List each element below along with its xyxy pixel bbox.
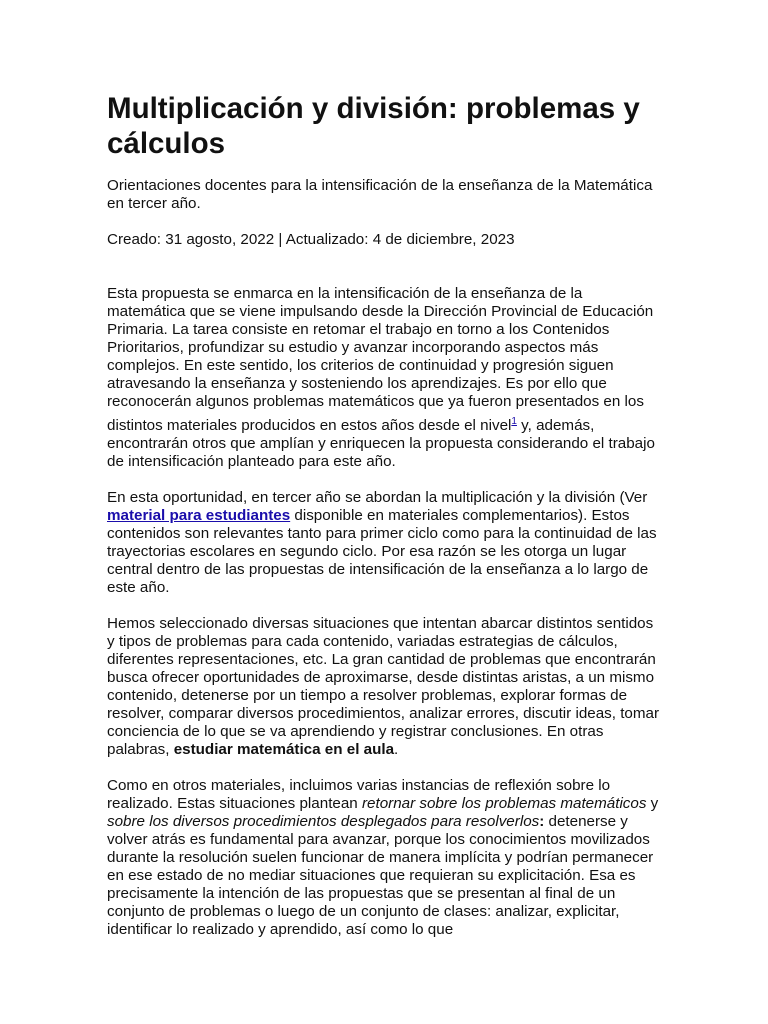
- material-link[interactable]: material para estudiantes: [107, 507, 291, 525]
- paragraph-4-text: Como en otros materiales, incluimos varias instancias de reflexión sobre lo realizado. Estas situaciones plantean: [107, 777, 611, 813]
- paragraph-3: [107, 615, 663, 759]
- paragraph-4: [107, 777, 663, 939]
- paragraph-1-text: Esta propuesta se enmarca en la intensificación de la enseñanza de la matemática que se viene impulsando desde la Dirección Provincial de Educación Primaria. La tarea consiste en retomar el trabajo en torno a los Contenidos Prioritarios, profundizar su estudio y avanzar incorporando aspectos más complejos. En este sentido, los criterios de continuidad y progresión siguen atravesando la enseñanza y sosteniendo los aprendizajes. Es por ello que reconocerán algunos problemas matemáticos que ya fueron presentados en los distintos materiales producidos en estos años desde el nivel: [107, 285, 654, 435]
- paragraph-2-text: En esta oportunidad, en tercer año se abordan la multiplicación y la división (Ver: [107, 489, 648, 507]
- article-body: [107, 285, 663, 939]
- paragraph-4-colon: :: [539, 813, 545, 831]
- paragraph-1-text-end: y, además, encontrarán otros que amplían y enriquecen la propuesta considerando el trabajo de intensificación planteado para este año.: [107, 417, 655, 471]
- paragraph-3-bold: estudiar matemática en el aula: [173, 741, 395, 759]
- article: [107, 91, 663, 957]
- footnote-link[interactable]: 1: [511, 416, 517, 427]
- paragraph-4-italic-1: retornar sobre los problemas matemáticos: [361, 795, 647, 813]
- paragraph-4-italic-2: sobre los diversos procedimientos desplegados para resolverlos: [107, 813, 540, 831]
- paragraph-3-text: Hemos seleccionado diversas situaciones que intentan abarcar distintos sentidos y tipos de problemas para cada contenido, variadas estrategias de cálculos, diferentes representaciones, etc. La gran cantidad de problemas que encontrarán busca ofrecer oportunidades de aproximarse, desde distintas aristas, a un mismo contenido, detenerse por un tiempo a resolver problemas, explorar formas de resolver, comparar diversos procedimientos, analizar errores, discutir ideas, tomar conciencia de lo que se va aprendiendo y registrar conclusiones. En otras palabras,: [107, 615, 660, 759]
- paragraph-4-text-end: detenerse y volver atrás es fundamental para avanzar, porque los conocimientos movilizados durante la resolución suelen funcionar de manera implícita y podrían permanecer en ese estado de no mediar situaciones que requieran su explicitación. Esa es precisamente la intención de las propuestas que se presentan al final de un conjunto de problemas o luego de un conjunto de clases: analizar, explicitar, identificar lo realizado y aprendido, así como lo que: [107, 813, 654, 939]
- article-dates: Creado: 31 agosto, 2022 | Actualizado: 4 de diciembre, 2023: [107, 231, 515, 248]
- paragraph-2-text-end: disponible en materiales complementarios). Estos contenidos son relevantes tanto para primer ciclo como para la continuidad de las trayectorias escolares en segundo ciclo. Por esa razón se les otorga un lugar central dentro de las propuestas de intensificación de la enseñanza a lo largo de este año.: [107, 507, 657, 597]
- paragraph-2: [107, 489, 663, 597]
- paragraph-4-conjunction: y: [646, 795, 659, 813]
- article-subtitle: Orientaciones docentes para la intensificación de la enseñanza de la Matemática en tercer año.: [107, 177, 653, 212]
- paragraph-3-end: .: [394, 741, 399, 759]
- paragraph-1: [107, 285, 663, 471]
- page-title: Multiplicación y división: problemas y cálculos: [107, 92, 640, 160]
